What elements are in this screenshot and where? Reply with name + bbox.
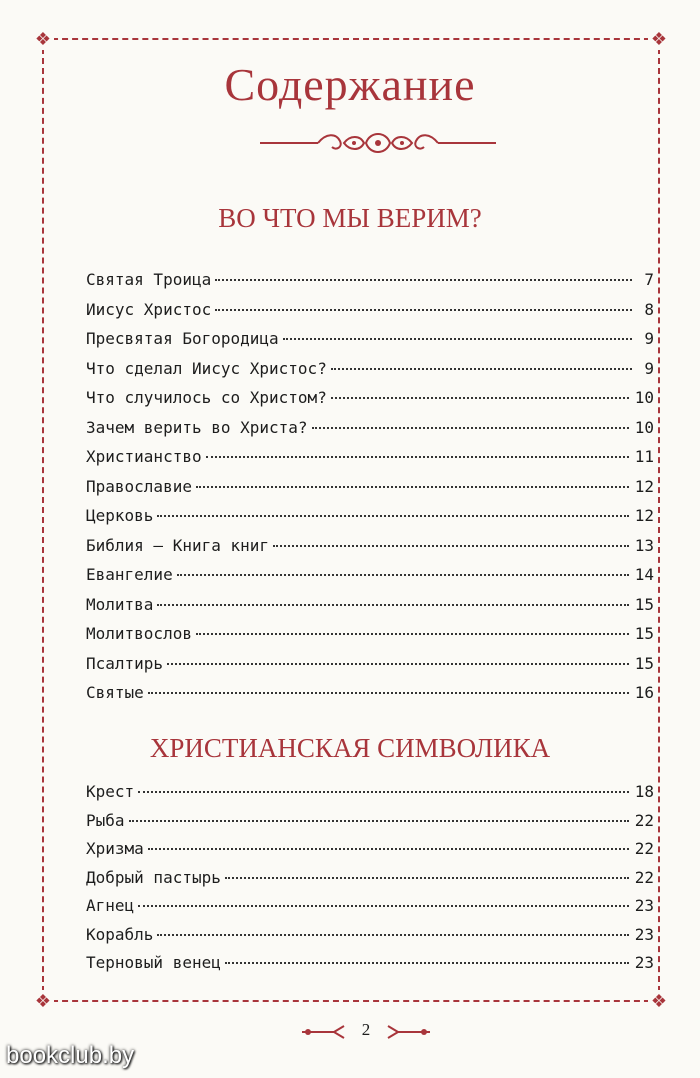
toc-entry-label: Корабль <box>86 924 154 944</box>
toc-entry-page: 23 <box>634 953 654 972</box>
toc-entry[interactable] <box>86 329 654 359</box>
toc-entry-page: 22 <box>634 839 654 858</box>
toc-entry[interactable] <box>86 782 654 811</box>
toc-entry-page: 12 <box>634 506 654 525</box>
toc-entry-page: 10 <box>634 417 654 437</box>
section-heading: ВО ЧТО МЫ ВЕРИМ? <box>218 203 482 233</box>
toc-entry[interactable] <box>86 595 654 625</box>
toc-entry-label: Хризма <box>86 839 144 858</box>
footer-ornament-icon <box>384 1022 432 1042</box>
toc-entry[interactable] <box>86 388 654 418</box>
toc-entry[interactable] <box>86 359 654 389</box>
leader-dots <box>283 338 632 340</box>
leader-dots <box>157 515 628 517</box>
corner-ornament-icon: ❖ <box>648 28 670 50</box>
section-heading: ХРИСТИАНСКАЯ СИМВОЛИКА <box>149 733 551 763</box>
toc-entry[interactable] <box>86 654 654 684</box>
toc-entry-label: Добрый пастырь <box>86 867 221 887</box>
toc-entry-page: 13 <box>634 535 654 555</box>
leader-dots <box>157 604 628 606</box>
toc-entry-label: Что сделал Иисус Христос? <box>86 358 327 378</box>
leader-dots <box>215 309 632 311</box>
leader-dots <box>206 456 629 458</box>
toc-entry-label: Рыба <box>86 810 125 830</box>
toc-entry-page: 15 <box>634 653 654 673</box>
toc-entry[interactable] <box>86 624 654 654</box>
toc-entry[interactable] <box>86 839 654 868</box>
toc-entry-page: 11 <box>634 447 654 466</box>
leader-dots <box>167 663 629 665</box>
toc-entry[interactable] <box>86 300 654 330</box>
toc-entry-page: 23 <box>634 896 654 915</box>
toc-entry-page: 9 <box>644 358 654 378</box>
toc-entry-page: 10 <box>634 388 654 407</box>
toc-list <box>86 270 654 713</box>
toc-entry[interactable] <box>86 896 654 925</box>
page-title: Содержание <box>224 59 476 110</box>
leader-dots <box>331 397 629 399</box>
toc-entry-label: Иисус Христос <box>86 299 212 319</box>
toc-entry[interactable] <box>86 953 654 982</box>
toc-entry-page: 22 <box>634 867 654 887</box>
toc-list <box>86 782 654 982</box>
leader-dots <box>196 486 629 488</box>
toc-entry-page: 8 <box>644 299 654 319</box>
toc-entry-page: 15 <box>634 594 654 614</box>
toc-entry[interactable] <box>86 447 654 477</box>
leader-dots <box>331 368 632 370</box>
toc-entry-label: Христианство <box>86 447 202 466</box>
leader-dots <box>148 848 629 850</box>
toc-entry-page: 7 <box>644 270 654 289</box>
toc-entry-label: Что случилось со Христом? <box>86 388 327 407</box>
toc-entry-label: Святая Троица <box>86 270 212 289</box>
toc-entry-label: Агнец <box>86 896 135 915</box>
toc-entry-label: Молитва <box>86 594 154 614</box>
toc-entry[interactable] <box>86 477 654 507</box>
leader-dots <box>215 279 632 281</box>
toc-entry[interactable] <box>86 683 654 713</box>
toc-entry-page: 9 <box>644 329 654 348</box>
corner-ornament-icon: ❖ <box>648 990 670 1012</box>
leader-dots <box>157 934 628 936</box>
leader-dots <box>129 820 629 822</box>
toc-entry-label: Библия — Книга книг <box>86 535 270 555</box>
footer-ornament-icon <box>300 1022 348 1042</box>
toc-entry-page: 14 <box>634 565 654 584</box>
toc-entry-label: Крест <box>86 782 135 801</box>
corner-ornament-icon: ❖ <box>32 28 54 50</box>
toc-entry-page: 23 <box>634 924 654 944</box>
toc-entry-label: Святые <box>86 683 144 702</box>
leader-dots <box>177 574 629 576</box>
toc-entry-label: Православие <box>86 476 192 496</box>
toc-entry[interactable] <box>86 811 654 840</box>
toc-entry[interactable] <box>86 270 654 300</box>
toc-entry[interactable] <box>86 418 654 448</box>
toc-entry[interactable] <box>86 925 654 954</box>
leader-dots <box>148 692 629 694</box>
leader-dots <box>196 633 629 635</box>
toc-entry[interactable] <box>86 536 654 566</box>
leader-dots <box>225 962 629 964</box>
title-ornament-icon <box>258 128 498 158</box>
toc-entry-label: Молитвослов <box>86 624 192 643</box>
toc-entry-label: Псалтирь <box>86 653 164 673</box>
leader-dots <box>138 905 629 907</box>
toc-entry-page: 12 <box>634 476 654 496</box>
toc-entry-page: 18 <box>634 782 654 801</box>
toc-entry-label: Терновый венец <box>86 953 221 972</box>
leader-dots <box>273 545 629 547</box>
leader-dots <box>138 791 629 793</box>
toc-entry-label: Церковь <box>86 506 154 525</box>
corner-ornament-icon: ❖ <box>32 990 54 1012</box>
toc-entry-label: Зачем верить во Христа? <box>86 417 308 437</box>
toc-entry[interactable] <box>86 565 654 595</box>
leader-dots <box>312 427 629 429</box>
toc-entry-page: 15 <box>634 624 654 643</box>
toc-entry-label: Евангелие <box>86 565 173 584</box>
leader-dots <box>225 877 629 879</box>
toc-entry-page: 16 <box>634 683 654 702</box>
watermark: bookclub.by <box>6 1042 135 1069</box>
toc-entry-page: 22 <box>634 810 654 830</box>
toc-entry[interactable] <box>86 506 654 536</box>
toc-entry[interactable] <box>86 868 654 897</box>
page-number: 2 <box>361 1020 371 1039</box>
toc-entry-label: Пресвятая Богородица <box>86 329 279 348</box>
